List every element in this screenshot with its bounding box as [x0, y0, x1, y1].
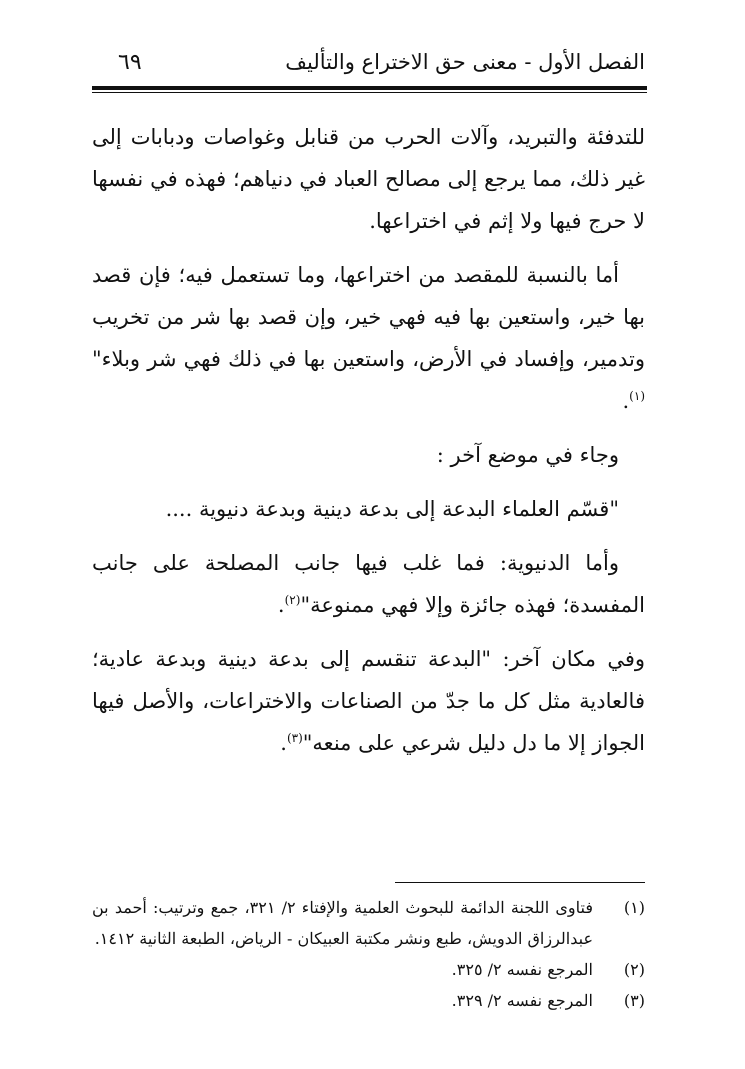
page-number: ٦٩: [118, 50, 142, 75]
running-header: [92, 44, 645, 84]
paragraph-text: أما بالنسبة للمقصد من اختراعها، وما تستعمل فيه؛ فإن قصد بها خير، واستعين بها فيه فهي خير، وإن قصد بها شر من تخريب وتدمير، وإفساد في الأرض، واستعين بها في ذلك فهي شر وبلاء": [92, 263, 645, 371]
footnote-reference[interactable]: (٣): [286, 731, 303, 745]
paragraph-text: وجاء في موضع آخر :: [436, 443, 619, 467]
paragraph-tail: .: [622, 389, 630, 413]
main-text: [92, 116, 645, 776]
footnote-reference[interactable]: (١): [629, 389, 645, 403]
footnote-text: المرجع نفسه ٢/ ٣٢٥.: [451, 960, 593, 979]
quote-intro: [92, 488, 645, 530]
footnote: [92, 985, 645, 1016]
paragraph-text: وفي مكان آخر: "البدعة تنقسم إلى بدعة دينية وبدعة عادية؛ فالعادية مثل كل ما جدّ من الصناعات والاختراعات، والأصل فيها الجواز إلا ما دل دليل شرعي على منعه": [92, 647, 645, 755]
paragraph-tail: .: [277, 593, 285, 617]
footnote-number: (٢): [623, 960, 645, 979]
header-rule-thin: [92, 92, 647, 93]
footnote: [92, 954, 645, 985]
footnote-text: المرجع نفسه ٢/ ٣٢٩.: [451, 991, 593, 1010]
footnote-number: (٣): [623, 991, 645, 1010]
paragraph: [92, 638, 645, 764]
footnote-separator: [395, 882, 645, 883]
chapter-title: الفصل الأول - معنى حق الاختراع والتأليف: [285, 50, 645, 74]
paragraph-text: "قسّم العلماء البدعة إلى بدعة دينية وبدعة دنيوية ....: [165, 497, 619, 521]
paragraph: [92, 254, 645, 422]
footnotes: [92, 892, 645, 1016]
paragraph-text: للتدفئة والتبريد، وآلات الحرب من قنابل وغواصات ودبابات إلى غير ذلك، مما يرجع إلى مصالح العباد في دنياهم؛ فهذه في نفسها لا حرج فيها ولا إثم في اختراعها.: [92, 125, 645, 233]
header-rule-thick: [92, 86, 647, 90]
footnote-text: فتاوى اللجنة الدائمة للبحوث العلمية والإفتاء ٢/ ٣٢١، جمع وترتيب: أحمد بن عبدالرزاق الدويش، طبع ونشر مكتبة العبيكان - الرياض، الطبعة الثانية ١٤١٢.: [92, 898, 594, 948]
footnote: [92, 892, 645, 954]
paragraph-tail: .: [280, 731, 287, 755]
footnote-reference[interactable]: (٢): [284, 593, 301, 607]
paragraph: [92, 542, 645, 626]
paragraph-text: وأما الدنيوية: فما غلب فيها جانب المصلحة على جانب المفسدة؛ فهذه جائزة وإلا فهي ممنوعة": [92, 551, 645, 617]
footnote-number: (١): [623, 898, 645, 917]
paragraph: [92, 434, 645, 476]
paragraph: [92, 116, 645, 242]
